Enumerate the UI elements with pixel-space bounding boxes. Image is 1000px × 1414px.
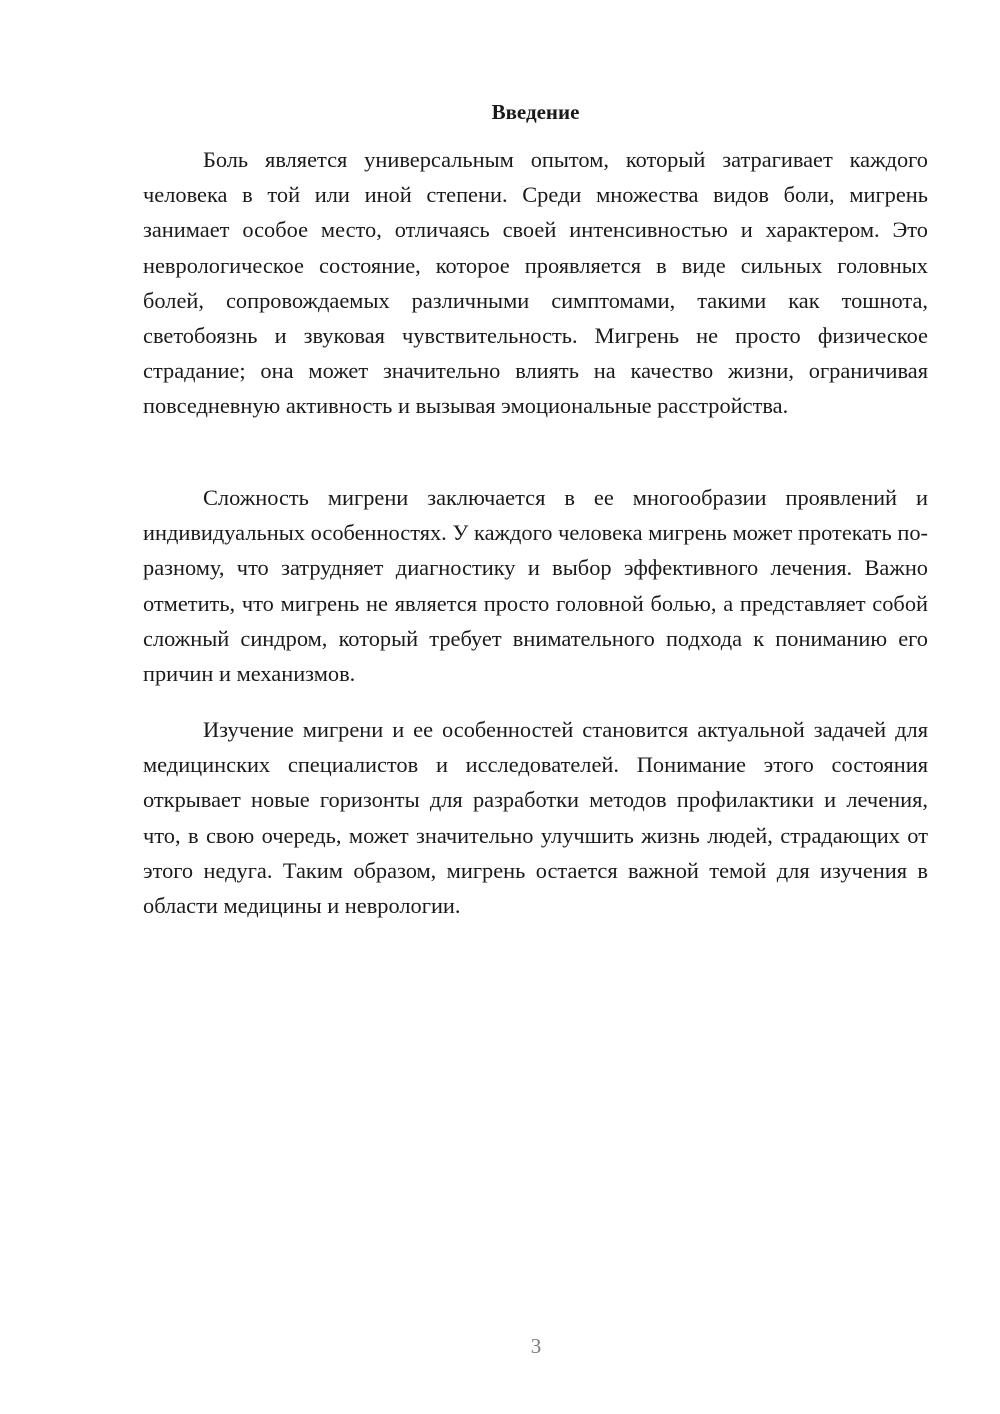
paragraph-2: Сложность мигрени заключается в ее многообразии проявлений и индивидуальных особенностях. У каждого человека мигрень может протекать по-разному, что затрудняет диагностику и выбор эффективного лечения. Важно отметить, что мигрень не является просто головной болью, а представляет собой сложный синдром, который требует внимательного подхода к пониманию его причин и механизмов. xyxy=(143,485,928,687)
paragraph-3: Изучение мигрени и ее особенностей становится актуальной задачей для медицинских специалистов и исследователей. Понимание этого состояния открывает новые горизонты для разработки методов профилактики и лечения, что, в свою очередь, может значительно улучшить жизнь людей, страдающих от этого недуга. Таким образом, мигрень остается важной темой для изучения в области медицины и неврологии. xyxy=(143,717,928,919)
page-title: Введение xyxy=(491,100,580,124)
page-number: 3 xyxy=(530,1334,542,1358)
paragraph-1: Боль является универсальным опытом, который затрагивает каждого человека в той или иной степени. Среди множества видов боли, мигрень занимает особое место, отличаясь своей интенсивностью и характером. Это неврологическое состояние, которое проявляется в виде сильных головных болей, сопровождаемых различными симптомами, такими как тошнота, светобоязнь и звуковая чувствительность. Мигрень не просто физическое страдание; она может значительно влиять на качество жизни, ограничивая повседневную активность и вызывая эмоциональные расстройства. xyxy=(143,147,928,419)
